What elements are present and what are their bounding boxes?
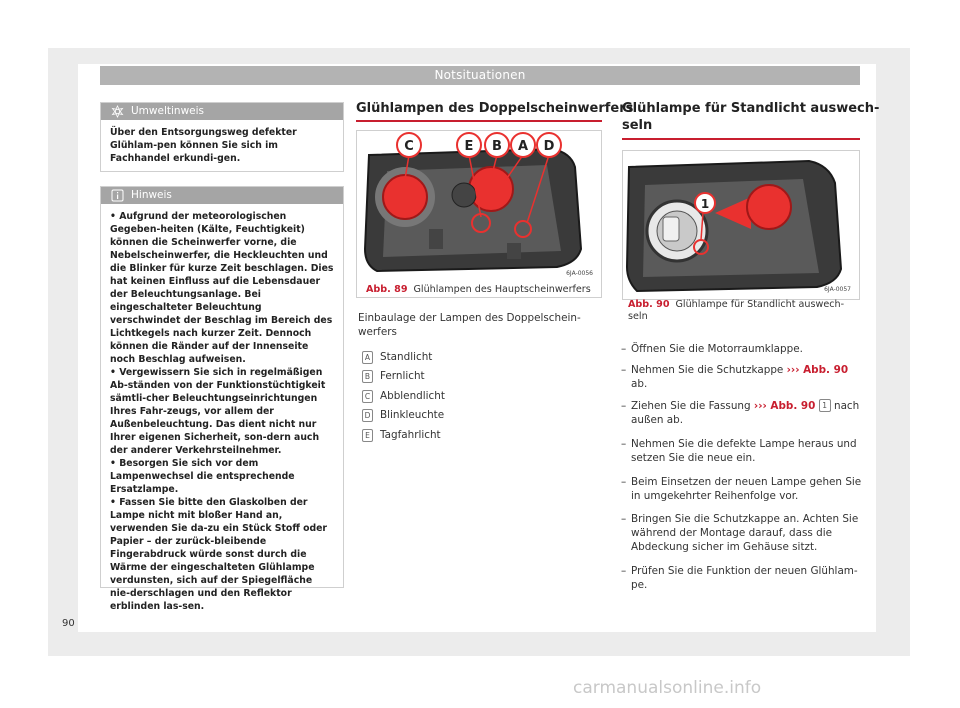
side-light-illustration — [623, 151, 859, 299]
headlight-illustration — [357, 131, 601, 297]
step-text: Beim Einsetzen der neuen Lampe gehen Sie in umgekehrter Reihenfolge vor. — [631, 476, 862, 502]
caption-ref: Abb. 89 — [366, 284, 408, 295]
arrow-icon: ››› — [786, 364, 800, 376]
legend-key: D — [362, 409, 373, 422]
fig-letter: B — [492, 139, 502, 154]
step-text: Nehmen Sie die defekte Lampe heraus und setzen Sie die neue ein. — [631, 438, 857, 464]
legend-intro: Einbaulage der Lampen des Doppelschein-werfers — [358, 312, 581, 338]
section-title-side-light — [622, 100, 879, 134]
environment-note-title: Umweltinweis — [131, 105, 205, 117]
page-number: 90 — [62, 618, 75, 629]
section-title-double-headlight: Glühlampen des Doppelscheinwerfers — [356, 101, 634, 116]
arrow-icon: ››› — [753, 400, 767, 412]
legend-key: E — [362, 429, 373, 442]
hint-bullet: • Besorgen Sie sich vor dem Lampenwechsel die entsprechende Ersatzlampe. — [110, 457, 335, 496]
step-text — [631, 399, 863, 427]
step-text-part: nach außen ab. — [631, 400, 860, 426]
step-text: Öffnen Sie die Motorraumklappe. — [631, 343, 803, 355]
title-line: seln — [622, 118, 653, 133]
environment-note — [100, 102, 344, 172]
step-text-part: ab. — [631, 378, 648, 390]
fig-letter: E — [464, 139, 474, 154]
legend-key: B — [362, 370, 373, 383]
step-text — [631, 363, 863, 391]
fig-letter: D — [543, 139, 555, 154]
step-dash: – — [621, 438, 627, 450]
figure-90 — [622, 150, 860, 300]
figure-link[interactable] — [787, 364, 848, 376]
figure-89-caption — [366, 284, 591, 296]
step-text-part: Nehmen Sie die Schutzkappe — [631, 364, 784, 376]
hint-box-body — [101, 204, 343, 621]
figure-code: 6JA-0056 — [566, 270, 593, 277]
legend-label: Standlicht — [380, 351, 433, 363]
legend-label: Abblendlicht — [380, 390, 445, 402]
fig-number: 1 — [700, 197, 710, 211]
figure-link[interactable] — [754, 400, 815, 412]
step-text: Bringen Sie die Schutzkappe an. Achten Sie während der Montage darauf, dass die Abdeckung sicher im Gehäuse sitzt. — [631, 513, 859, 553]
step-dash: – — [621, 565, 627, 577]
step-dash: – — [621, 364, 627, 376]
legend-key: C — [362, 390, 373, 403]
step-text: Prüfen Sie die Funktion der neuen Glühlam-pe. — [631, 565, 858, 591]
legend-label: Tagfahrlicht — [380, 429, 441, 441]
figure-ref: Abb. 90 — [770, 400, 816, 412]
step-dash: – — [621, 400, 627, 412]
environment-note-header — [101, 103, 343, 120]
title-rule — [356, 120, 602, 122]
caption-ref: Abb. 90 — [628, 299, 670, 310]
hint-box — [100, 186, 344, 612]
step-text-part: Ziehen Sie die Fassung — [631, 400, 751, 412]
callout-badge: 1 — [819, 399, 831, 412]
environment-note-text: Über den Entsorgungsweg defekter Glühlam-pen können Sie sich im Fachhandel erkundi-gen. — [110, 127, 297, 164]
step-dash: – — [621, 513, 627, 525]
step-dash: – — [621, 476, 627, 488]
hint-box-title: Hinweis — [131, 189, 172, 201]
title-line: Glühlampe für Standlicht auswech- — [622, 101, 880, 116]
hint-bullet: • Vergewissern Sie sich in regelmäßigen Ab-ständen von der Funktionstüchtigkeit sämtli-cher Beleuchtungseinrichtungen Ihres Fahr-zeugs, vor allem der Außenbeleuchtung. Das dient nicht nur Ihrer eigenen Sicherheit, son-dern auch der anderer Verkehrsteilnehmer. — [110, 366, 335, 457]
figure-89 — [356, 130, 602, 298]
hint-bullet: • Aufgrund der meteorologischen Gegeben-heiten (Kälte, Feuchtigkeit) können die Scheinwerfer vorne, die Nebelscheinwerfer, die Heckleuchten und die Blinker für kurze Zeit beschlagen. Dies hat keinen Einfluss auf die Lebensdauer der Beleuchtungsanlage. Bei eingeschalteter Beleuchtung verschwindet der Beschlag im Bereich des Lichtkegels nach kurzer Zeit. Dennoch können die Ränder auf der Innenseite noch Beschlag aufweisen. — [110, 210, 335, 366]
hint-box-header — [101, 187, 343, 204]
title-rule — [622, 138, 860, 140]
legend-label: Blinkleuchte — [380, 409, 445, 421]
fig-letter: C — [404, 139, 414, 154]
caption-text: Glühlampen des Hauptscheinwerfers — [413, 284, 591, 295]
step-dash: – — [621, 343, 627, 355]
legend-key: A — [362, 351, 373, 364]
figure-code: 6JA-0057 — [824, 286, 851, 293]
environment-note-body — [101, 120, 343, 173]
figure-ref: Abb. 90 — [803, 364, 849, 376]
caption-text: Glühlampe für Standlicht auswech- — [675, 299, 845, 310]
hint-bullet: • Fassen Sie bitte den Glaskolben der Lampe nicht mit bloßer Hand an, verwenden Sie da-zu ein Stück Stoff oder Papier – der zurück-bleibende Fingerabdruck würde sonst durch die Wärme der eingeschalteten Glühlampe verdunsten, sich auf der Spiegelfläche nie-derschlagen und den Reflektor erblinden las-sen. — [110, 496, 335, 613]
leaf-icon — [111, 105, 124, 118]
legend-label: Fernlicht — [380, 370, 425, 382]
caption-text: seln — [628, 311, 648, 322]
section-header: Notsituationen — [100, 66, 860, 85]
watermark: carmanualsonline.info — [573, 678, 762, 698]
caption-line — [628, 299, 858, 311]
info-icon — [111, 189, 124, 202]
fig-letter: A — [517, 139, 529, 154]
figure-90-caption — [628, 299, 858, 323]
